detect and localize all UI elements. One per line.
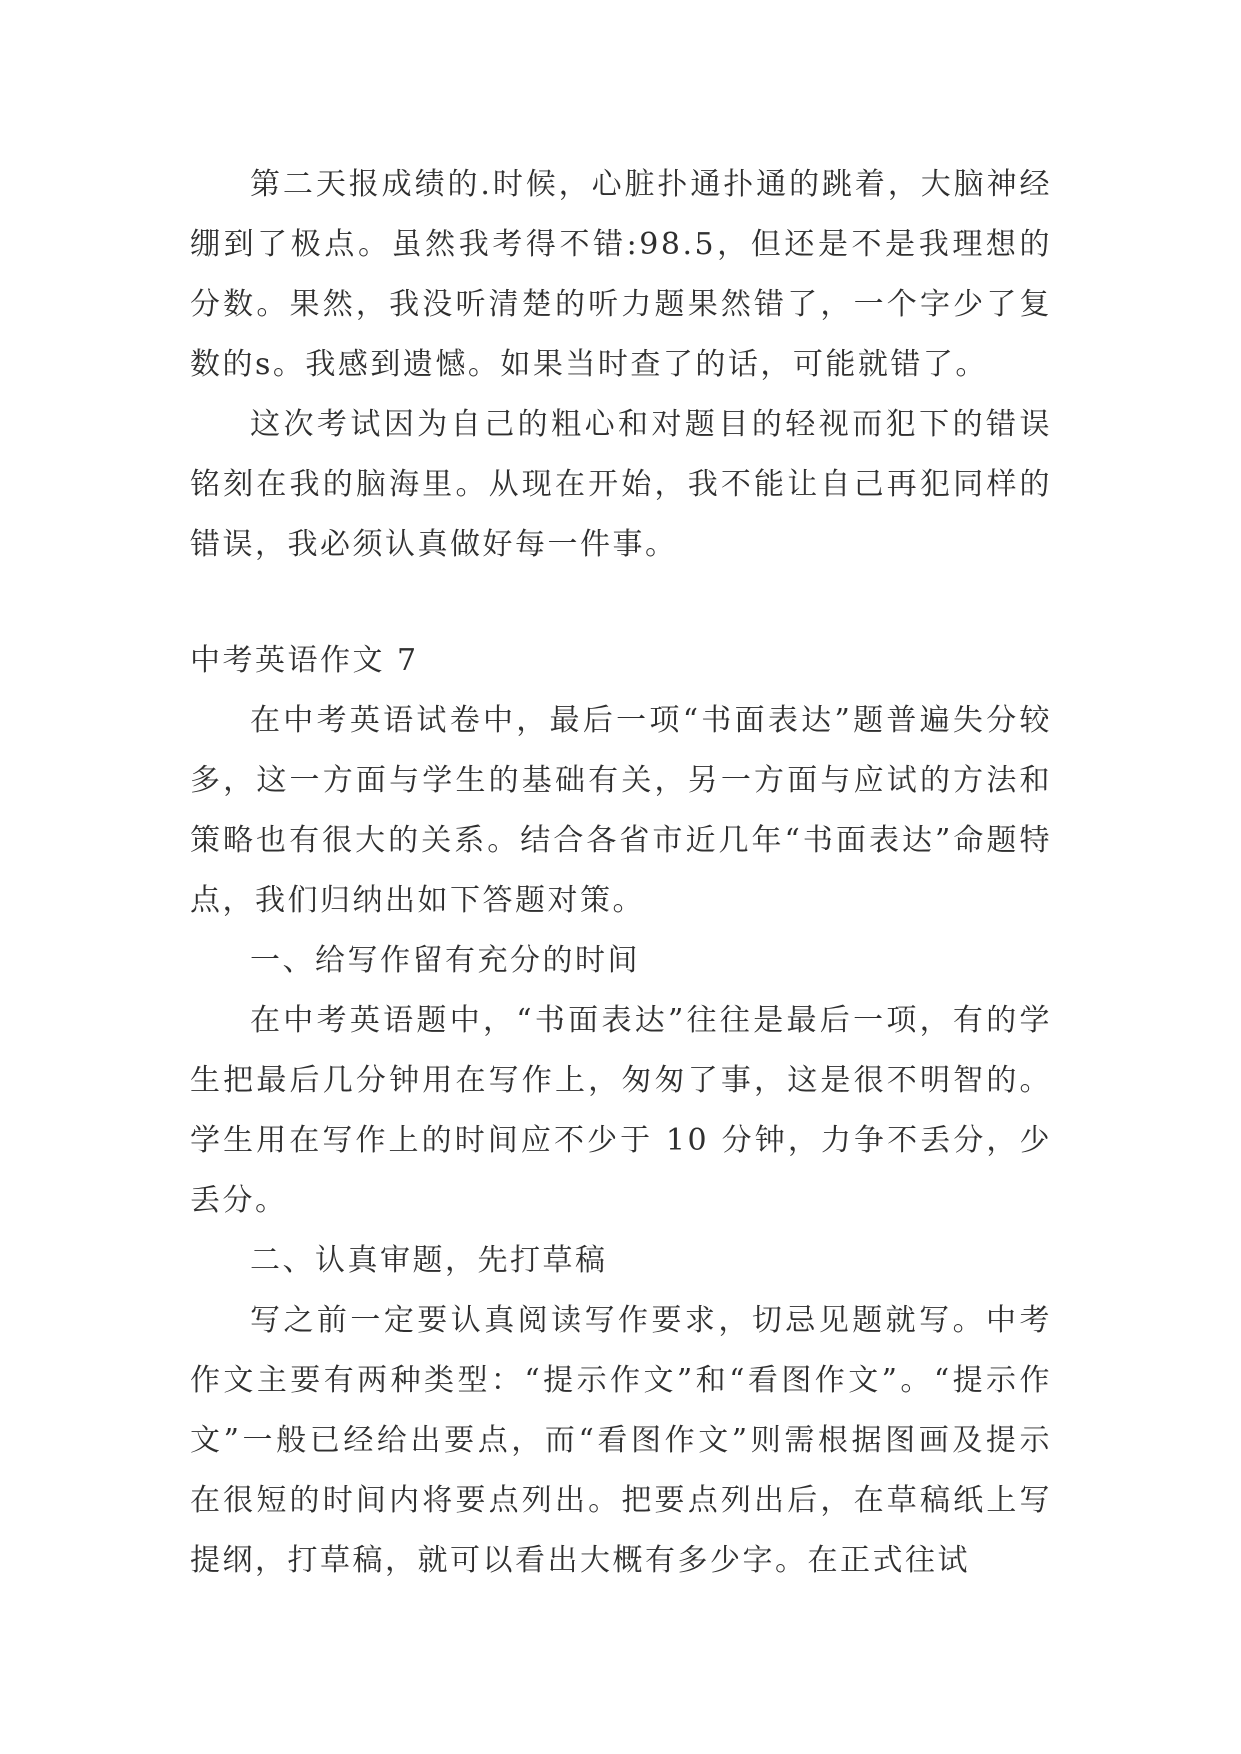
paragraph-draft: 写之前一定要认真阅读写作要求，切忌见题就写。中考作文主要有两种类型：“提示作文”和“看图作文”。“提示作文”一般已经给出要点，而“看图作文”则需根据图画及提示在很短的时间内将要点列出。把要点列出后，在草稿纸上写提纲，打草稿，就可以看出大概有多少字。在正式往试 bbox=[190, 1303, 1052, 1578]
subheading-time: 一、给写作留有充分的时间 bbox=[250, 943, 640, 978]
paragraph-score-report: 第二天报成绩的.时候，心脏扑通扑通的跳着，大脑神经绷到了极点。虽然我考得不错:98.5，但还是不是我理想的分数。果然，我没听清楚的听力题果然错了，一个字少了复数的s。我感到遗憾。如果当时查了的话，可能就错了。 bbox=[190, 167, 1052, 382]
subheading-draft: 二、认真审题，先打草稿 bbox=[250, 1243, 608, 1278]
paragraph-lesson-learned: 这次考试因为自己的粗心和对题目的轻视而犯下的错误铭刻在我的脑海里。从现在开始，我不能让自己再犯同样的错误，我必须认真做好每一件事。 bbox=[190, 407, 1052, 562]
section-heading: 中考英语作文 7 bbox=[190, 643, 419, 678]
paragraph-time: 在中考英语题中，“书面表达”往往是最后一项，有的学生把最后几分钟用在写作上，匆匆了事，这是很不明智的。学生用在写作上的时间应不少于 10 分钟，力争不丢分，少丢分。 bbox=[190, 1003, 1052, 1218]
document-body bbox=[190, 155, 1052, 1591]
paragraph-intro: 在中考英语试卷中，最后一项“书面表达”题普遍失分较多，这一方面与学生的基础有关，另一方面与应试的方法和策略也有很大的关系。结合各省市近几年“书面表达”命题特点，我们归纳出如下答题对策。 bbox=[190, 703, 1052, 918]
